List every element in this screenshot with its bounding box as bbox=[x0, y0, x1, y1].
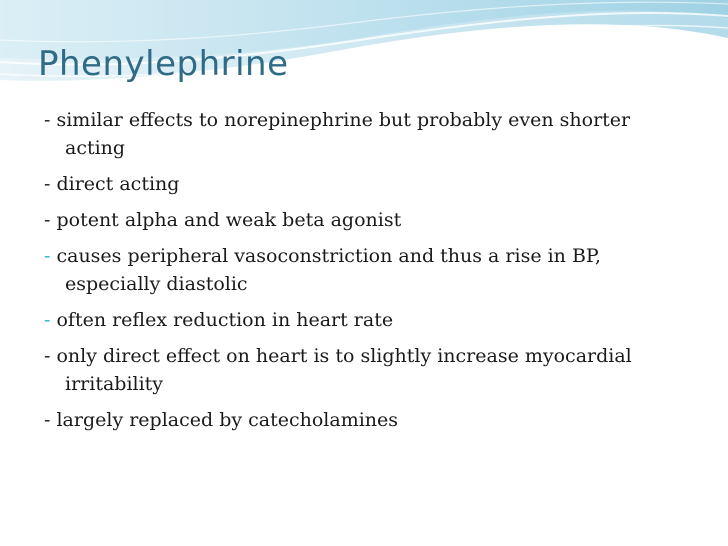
bullet-dash: - bbox=[44, 409, 51, 431]
bullet-item bbox=[44, 306, 684, 334]
bullet-text: causes peripheral vasoconstriction and thus a rise in BP, especially diastolic bbox=[56, 245, 601, 295]
bullet-dash: - bbox=[44, 209, 51, 231]
bullet-text: similar effects to norepinephrine but probably even shorter acting bbox=[56, 109, 631, 159]
bullet-dash: - bbox=[44, 245, 51, 267]
slide-title: Phenylephrine bbox=[38, 44, 289, 84]
bullet-text: largely replaced by catecholamines bbox=[56, 409, 399, 431]
bullet-text: direct acting bbox=[56, 173, 180, 195]
bullet-item bbox=[44, 206, 684, 234]
bullet-dash: - bbox=[44, 109, 51, 131]
bullet-dash: - bbox=[44, 173, 51, 195]
bullet-text: often reflex reduction in heart rate bbox=[56, 309, 394, 331]
bullet-dash: - bbox=[44, 309, 51, 331]
bullet-item bbox=[44, 342, 684, 398]
bullet-item bbox=[44, 170, 684, 198]
bullet-item bbox=[44, 242, 684, 298]
bullet-dash: - bbox=[44, 345, 51, 367]
bullet-text: potent alpha and weak beta agonist bbox=[56, 209, 402, 231]
bullet-list bbox=[44, 106, 684, 442]
bullet-item bbox=[44, 406, 684, 434]
bullet-item bbox=[44, 106, 684, 162]
bullet-text: only direct effect on heart is to slightly increase myocardial irritability bbox=[56, 345, 632, 395]
